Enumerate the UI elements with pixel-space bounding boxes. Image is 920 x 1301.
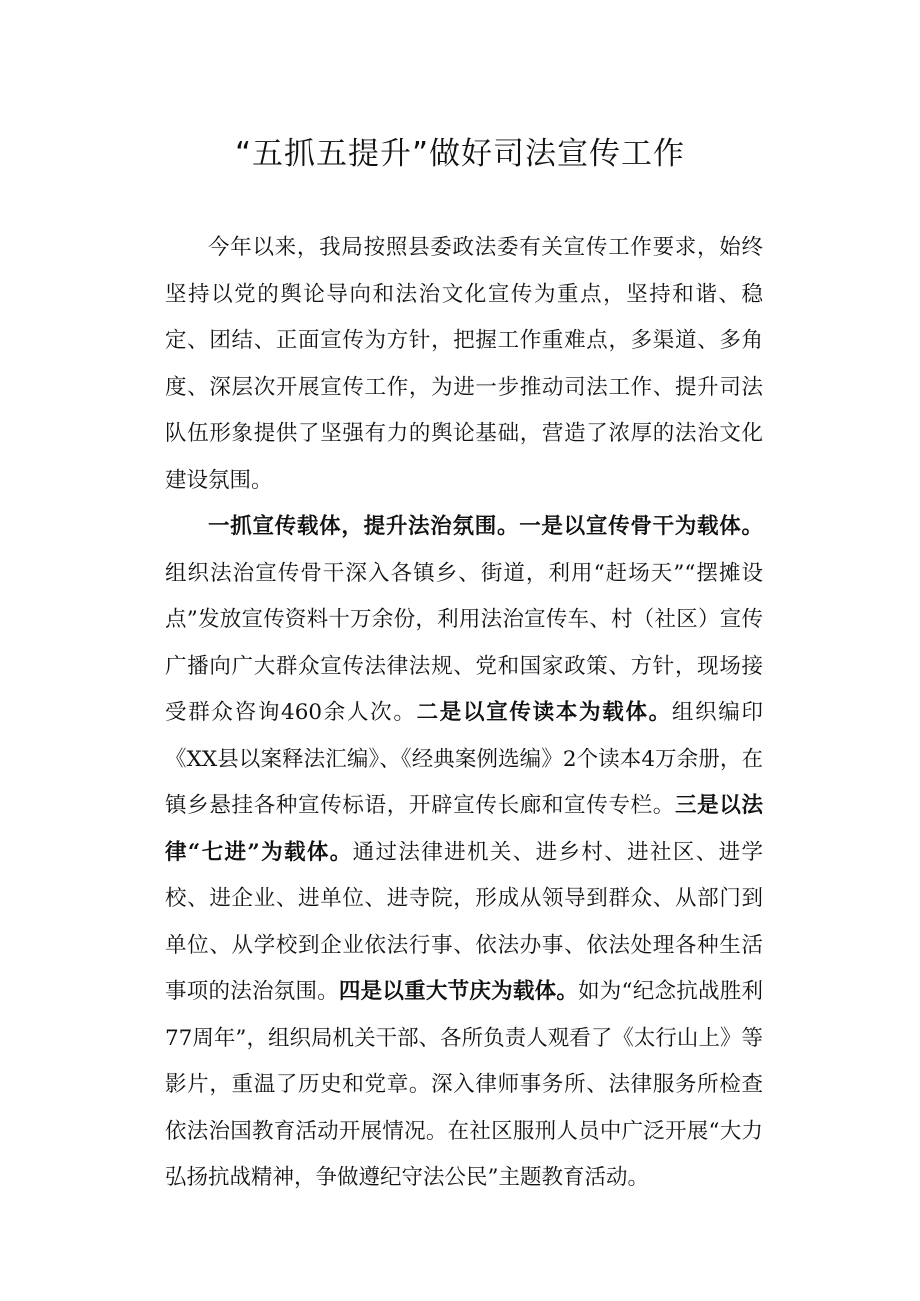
section-heading: 一抓宣传载体，提升法治氛围。一是以宣传骨干为载体。 [208, 514, 763, 539]
document-body [165, 225, 763, 1202]
subheading-two: 二是以宣传读本为载体。 [416, 700, 672, 725]
paragraph-text: 组织编印《XX县以案释法汇编》、《经典案例选编》2个读本4万余册，在镇乡悬挂各种宣传标语，开辟宣传长廊和宣传专栏。 [165, 700, 763, 818]
paragraph-text: 组织法治宣传骨干深入各镇乡、街道，利用“赶场天”“摆摊设点”发放宣传资料十万余份，利用法治宣传车、村（社区）宣传广播向广大群众宣传法律法规、党和国家政策、方针，现场接受群众咨询460余人次。 [165, 560, 763, 725]
subheading-four: 四是以重大节庆为载体。 [338, 979, 579, 1004]
paragraph-section-one [165, 504, 763, 1202]
paragraph-text: 如为“纪念抗战胜利77周年”，组织局机关干部、各所负责人观看了《太行山上》等影片，重温了历史和党章。深入律师事务所、法律服务所检查依法治国教育活动开展情况。在社区服刑人员中广泛开展“大力弘扬抗战精神，争做遵纪守法公民”主题教育活动。 [165, 979, 763, 1190]
document-title: “五抓五提升”做好司法宣传工作 [234, 136, 686, 172]
subheading-three: 三是以法律“七进”为载体。 [165, 793, 763, 865]
paragraph-text: 通过法律进机关、进乡村、进社区、进学校、进企业、进单位、进寺院，形成从领导到群众、从部门到单位、从学校到企业依法行事、依法办事、依法处理各种生活事项的法治氛围。 [165, 839, 763, 1004]
paragraph-text: 今年以来，我局按照县委政法委有关宣传工作要求，始终坚持以党的舆论导向和法治文化宣传为重点，坚持和谐、稳定、团结、正面宣传为方针，把握工作重难点，多渠道、多角度、深层次开展宣传工作，为进一步推动司法工作、提升司法队伍形象提供了坚强有力的舆论基础，营造了浓厚的法治文化建设氛围。 [165, 235, 763, 493]
paragraph-intro [165, 225, 763, 504]
